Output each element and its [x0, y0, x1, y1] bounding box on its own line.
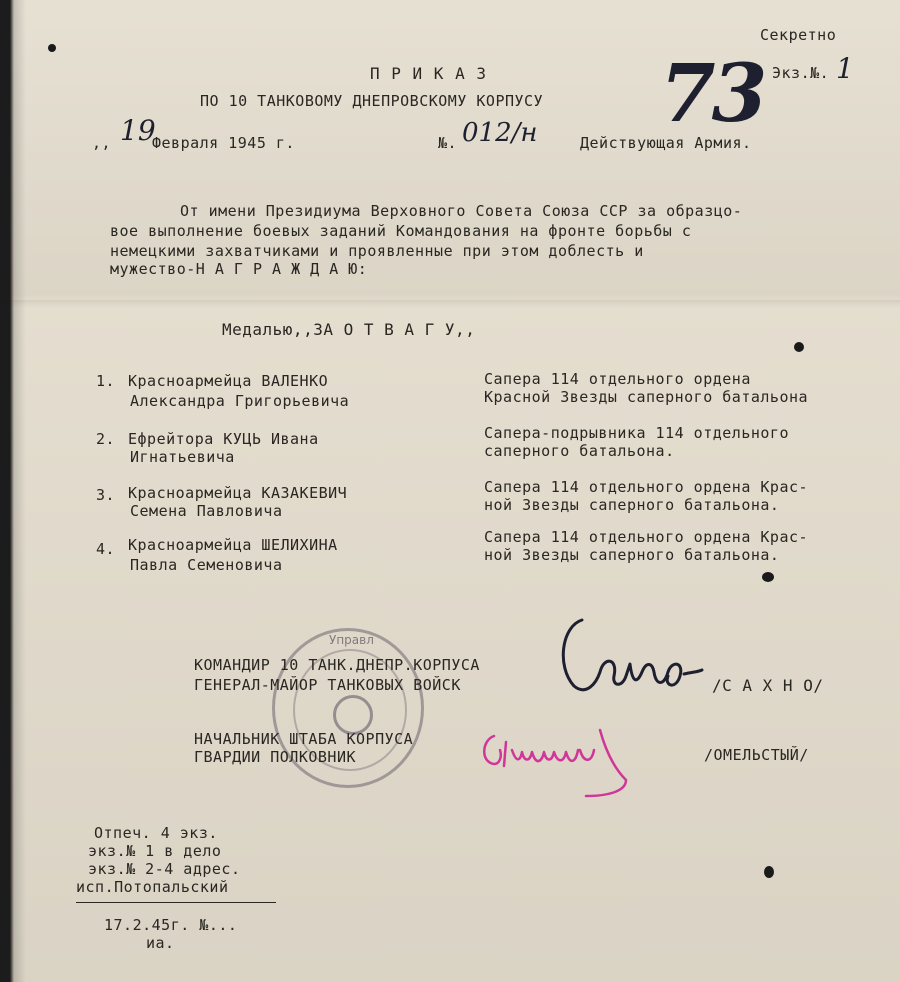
footer-initials: иа. [146, 934, 175, 952]
commander-rank: ГЕНЕРАЛ-МАЙОР ТАНКОВЫХ ВОЙСК [194, 676, 461, 694]
awardee-number: 4. [96, 540, 116, 558]
ink-speck [764, 866, 774, 878]
preamble-line-1: От имени Президиума Верховного Совета Союза ССР за образцо- [180, 202, 743, 220]
preamble-line-4: мужество-Н А Г Р А Ж Д А Ю: [110, 260, 368, 278]
awardee-unit-cont: Красной Звезды саперного батальона [484, 388, 809, 406]
chief-signature [476, 722, 646, 806]
commander-signature [552, 606, 712, 706]
commander-title: КОМАНДИР 10 ТАНК.ДНЕПР.КОРПУСА [194, 656, 480, 674]
footer-copy-address: экз.№ 2-4 адрес. [88, 860, 241, 878]
footer-executor: исп.Потопальский [76, 878, 229, 896]
chief-name: /ОМЕЛЬСТЫЙ/ [704, 746, 809, 764]
commander-name: /С А Х Н О/ [712, 676, 824, 695]
stamp-text: Управл [329, 633, 374, 647]
registry-number: 73 [660, 46, 764, 140]
awardee-unit-cont: ной Звезды саперного батальона. [484, 546, 780, 564]
awardee-unit-cont: саперного батальона. [484, 442, 675, 460]
awardee-name: Ефрейтора КУЦЬ Ивана [128, 430, 319, 448]
footer-divider [76, 902, 276, 903]
paper-fold [0, 300, 900, 308]
awardee-name: Красноармейца КАЗАКЕВИЧ [128, 484, 348, 502]
awardee-unit: Сапера 114 отдельного ордена Крас- [484, 528, 809, 546]
date-day: 19 [120, 114, 156, 147]
awardee-unit: Сапера 114 отдельного ордена [484, 370, 751, 388]
awardee-name-cont: Семена Павловича [130, 502, 283, 520]
awardee-unit-cont: ной Звезды саперного батальона. [484, 496, 780, 514]
date-rest: Февраля 1945 г. [152, 134, 295, 152]
awardee-number: 2. [96, 430, 116, 448]
awardee-name-cont: Павла Семеновича [130, 556, 283, 574]
awardee-number: 1. [96, 372, 116, 390]
ink-speck [48, 44, 56, 52]
order-subtitle: ПО 10 ТАНКОВОМУ ДНЕПРОВСКОМУ КОРПУСУ [200, 92, 544, 110]
date-prefix: ,, [92, 134, 112, 152]
preamble-line-2: вое выполнение боевых заданий Командования на фронте борьбы с [110, 222, 692, 240]
classification-mark: Секретно [760, 26, 837, 44]
ink-speck [762, 572, 774, 582]
chief-title: НАЧАЛЬНИК ШТАБА КОРПУСА [194, 730, 414, 748]
army-label: Действующая Армия. [580, 134, 752, 152]
awardee-name-cont: Игнатьевича [130, 448, 235, 466]
footer-date: 17.2.45г. №... [104, 916, 238, 934]
scan-edge-shadow [0, 0, 26, 982]
awardee-name: Красноармейца ШЕЛИХИНА [128, 536, 338, 554]
award-heading: Медалью,,ЗА О Т В А Г У,, [222, 320, 476, 339]
stamp-emblem-icon [333, 695, 373, 735]
chief-rank: ГВАРДИИ ПОЛКОВНИК [194, 748, 357, 766]
copy-number: 1 [836, 52, 854, 85]
order-title: П Р И К А З [370, 64, 487, 83]
ink-speck [794, 342, 804, 352]
copy-label: Экз.№. [772, 64, 830, 82]
awardee-name-cont: Александра Григорьевича [130, 392, 350, 410]
order-number-prefix: №. [438, 134, 458, 152]
footer-copy-file: экз.№ 1 в дело [88, 842, 222, 860]
awardee-name: Красноармейца ВАЛЕНКО [128, 372, 329, 390]
footer-copies: Отпеч. 4 экз. [94, 824, 218, 842]
preamble-line-3: немецкими захватчиками и проявленные при этом доблесть и [110, 242, 644, 260]
order-number: 012/н [462, 118, 538, 148]
awardee-number: 3. [96, 486, 116, 504]
awardee-unit: Сапера 114 отдельного ордена Крас- [484, 478, 809, 496]
awardee-unit: Сапера-подрывника 114 отдельного [484, 424, 789, 442]
